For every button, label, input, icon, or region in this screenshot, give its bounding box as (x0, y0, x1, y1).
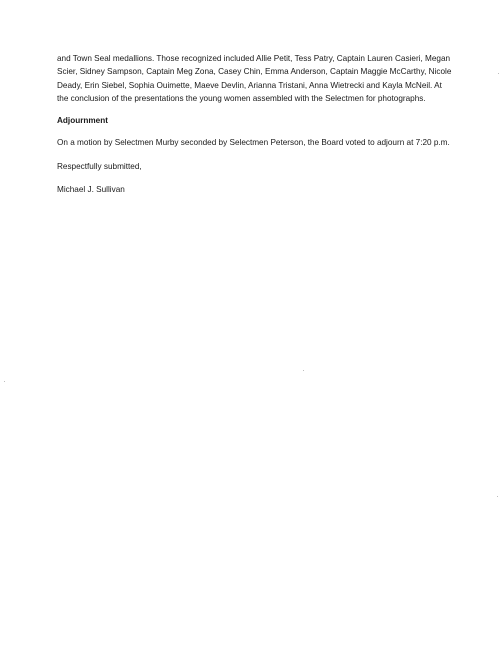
closing-line: Respectfully submitted, (57, 161, 142, 171)
adjournment-motion-text: On a motion by Selectmen Murby seconded by Selectmen Peterson, the Board voted to adjourn at 7:20 p.m. (57, 138, 450, 148)
scan-speck (498, 73, 499, 74)
document-body (57, 52, 452, 196)
scan-speck (303, 370, 304, 371)
scan-speck (4, 381, 5, 382)
scan-speck (497, 496, 498, 497)
section-heading-adjournment: Adjournment (57, 116, 108, 126)
signatory-name: Michael J. Sullivan (57, 185, 125, 195)
presentation-paragraph: and Town Seal medallions. Those recognized included Allie Petit, Tess Patry, Captain Lauren Casieri, Megan Scier, Sidney Sampson, Captain Meg Zona, Casey Chin, Emma Anderson, Captain Maggie McCarthy, Nicole Deady, Erin Siebel, Sophia Ouimette, Maeve Devlin, Arianna Tristani, Anna Wietrecki and Kayla McNeil. At the conclusion of the presentations the young women assembled with the Selectmen for photographs. (57, 54, 452, 103)
